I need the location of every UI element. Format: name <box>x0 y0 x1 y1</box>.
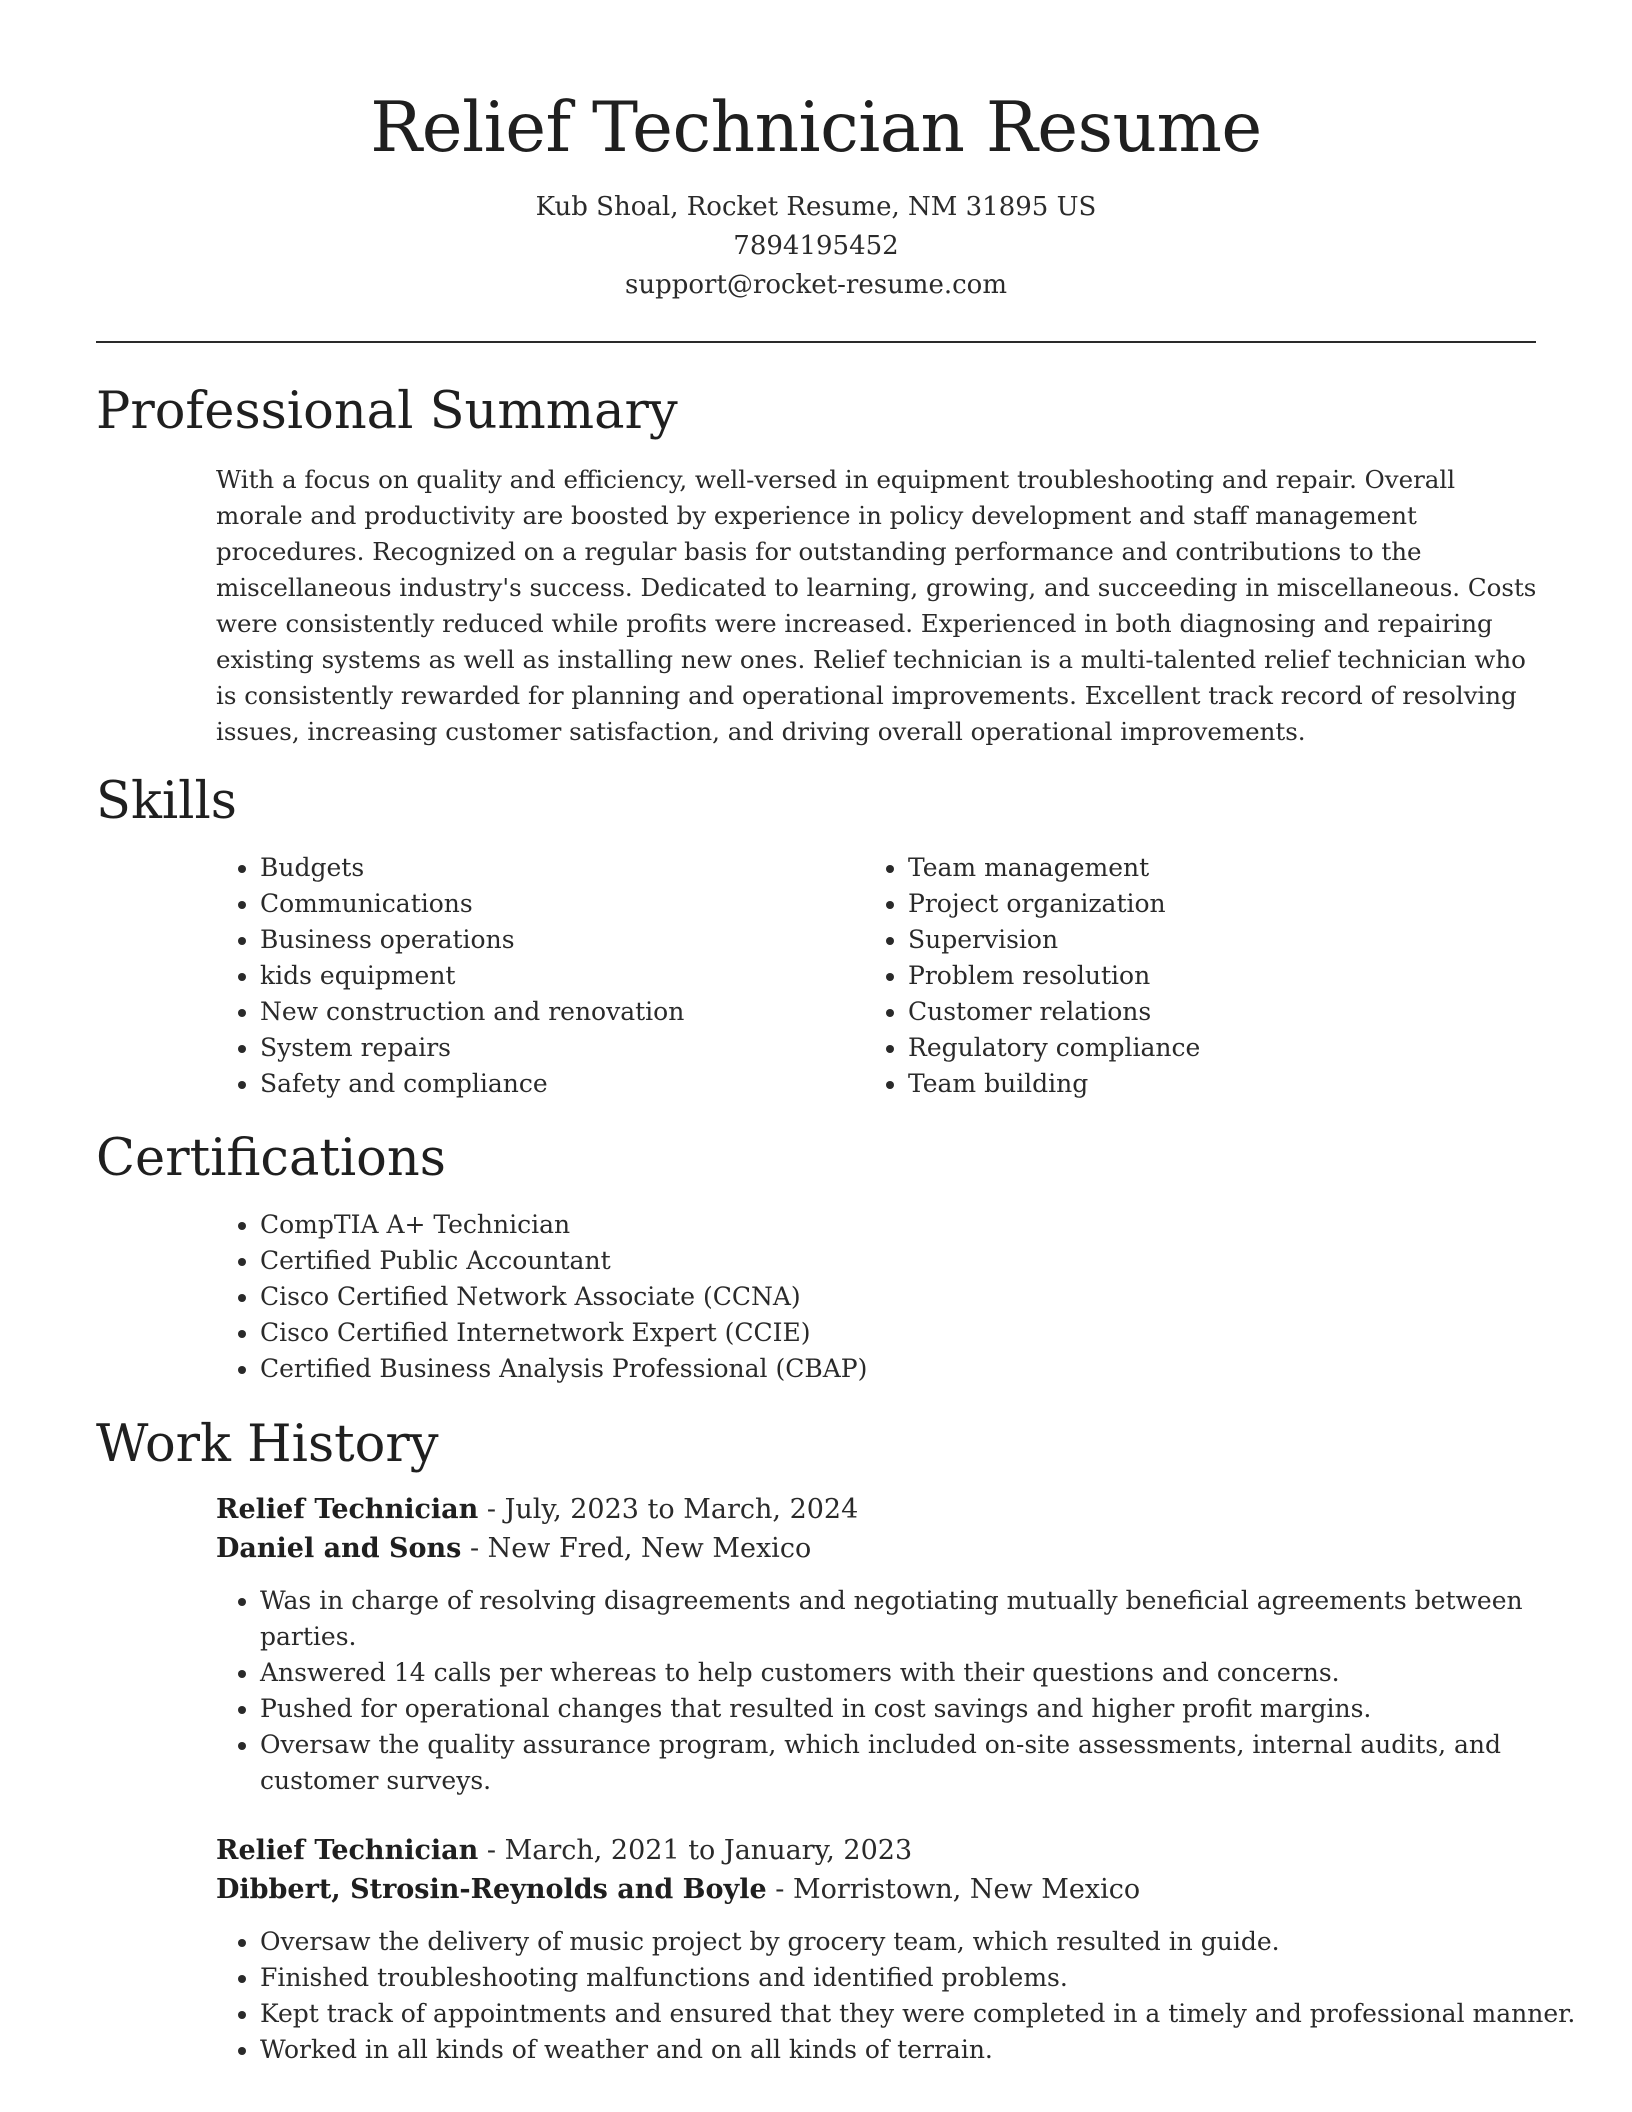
skill-item: • Communications <box>260 886 684 922</box>
job-company: Daniel and Sons <box>216 1533 462 1564</box>
contact-info <box>0 188 1632 305</box>
skill-item: • New construction and renovation <box>260 994 684 1030</box>
job-bullets <box>216 1583 1580 1799</box>
job-bullet: • Oversaw the quality assurance program, which included on-site assessments, internal audits, and customer surveys. <box>260 1727 1580 1799</box>
job-company-line: Daniel and Sons - New Fred, New Mexico <box>216 1533 812 1564</box>
job-dates: March, 2021 to January, 2023 <box>504 1835 913 1866</box>
skill-item: • Project organization <box>908 886 1200 922</box>
job-bullet: • Kept track of appointments and ensured that they were completed in a timely and professional manner. <box>260 1996 1580 2032</box>
skills-list-right <box>864 850 1200 1102</box>
job-location: Morristown, New Mexico <box>792 1874 1141 1905</box>
contact-address: Kub Shoal, Rocket Resume, NM 31895 US <box>535 192 1097 222</box>
skill-item: • Team management <box>908 850 1200 886</box>
skills-list-left <box>216 850 684 1102</box>
skill-item: • Team building <box>908 1066 1200 1102</box>
job-bullet: • Pushed for operational changes that resulted in cost savings and higher profit margins. <box>260 1691 1580 1727</box>
certification-item: • CompTIA A+ Technician <box>260 1207 867 1243</box>
header-divider <box>96 341 1536 343</box>
certifications-list <box>216 1207 867 1387</box>
section-heading-work-history: Work History <box>96 1415 439 1474</box>
certification-item: • Cisco Certified Network Associate (CCNA) <box>260 1279 867 1315</box>
job-company: Dibbert, Strosin-Reynolds and Boyle <box>216 1874 767 1905</box>
job-bullet: • Was in charge of resolving disagreements and negotiating mutually beneficial agreements between parties. <box>260 1583 1580 1655</box>
contact-phone: 7894195452 <box>733 231 899 261</box>
job-company-line: Dibbert, Strosin-Reynolds and Boyle - Morristown, New Mexico <box>216 1874 1141 1905</box>
certification-item: • Certified Public Accountant <box>260 1243 867 1279</box>
certification-item: • Certified Business Analysis Professional (CBAP) <box>260 1351 867 1387</box>
job-title-line: Relief Technician - July, 2023 to March, 2024 <box>216 1494 859 1525</box>
skill-item: • Safety and compliance <box>260 1066 684 1102</box>
job-title: Relief Technician <box>216 1835 479 1866</box>
job-bullet: • Answered 14 calls per whereas to help customers with their questions and concerns. <box>260 1655 1580 1691</box>
section-heading-skills: Skills <box>96 772 237 831</box>
skill-item: • System repairs <box>260 1030 684 1066</box>
job-bullets <box>216 1924 1580 2068</box>
section-heading-certifications: Certifications <box>96 1129 446 1188</box>
job-dates: July, 2023 to March, 2024 <box>504 1494 859 1525</box>
skill-item: • Regulatory compliance <box>908 1030 1200 1066</box>
skill-item: • Supervision <box>908 922 1200 958</box>
skill-item: • kids equipment <box>260 958 684 994</box>
job-title-line: Relief Technician - March, 2021 to January, 2023 <box>216 1835 913 1866</box>
job-bullet: • Finished troubleshooting malfunctions and identified problems. <box>260 1960 1580 1996</box>
skill-item: • Budgets <box>260 850 684 886</box>
summary-text: With a focus on quality and efficiency, well-versed in equipment troubleshooting and repair. Overall morale and productivity are boosted by experience in policy development and staff management procedures. Recognized on a regular basis for outstanding performance and contributions to the miscellaneous industry's success. Dedicated to learning, growing, and succeeding in miscellaneous. Costs were consistently reduced while profits were increased. Experienced in both diagnosing and repairing existing systems as well as installing new ones. Relief technician is a multi-talented relief technician who is consistently rewarded for planning and operational improvements. Excellent track record of resolving issues, increasing customer satisfaction, and driving overall operational improvements. <box>216 465 1537 746</box>
skill-item: • Business operations <box>260 922 684 958</box>
certification-item: • Cisco Certified Internetwork Expert (CCIE) <box>260 1315 867 1351</box>
resume-header <box>0 80 1632 305</box>
skill-item: • Problem resolution <box>908 958 1200 994</box>
resume-title: Relief Technician Resume <box>370 88 1262 168</box>
job-bullet: • Worked in all kinds of weather and on all kinds of terrain. <box>260 2032 1580 2068</box>
job-bullet: • Oversaw the delivery of music project by grocery team, which resulted in guide. <box>260 1924 1580 1960</box>
job-title: Relief Technician <box>216 1494 479 1525</box>
job-location: New Fred, New Mexico <box>487 1533 812 1564</box>
contact-email: support@rocket-resume.com <box>624 270 1007 300</box>
section-heading-summary: Professional Summary <box>96 382 678 441</box>
skill-item: • Customer relations <box>908 994 1200 1030</box>
